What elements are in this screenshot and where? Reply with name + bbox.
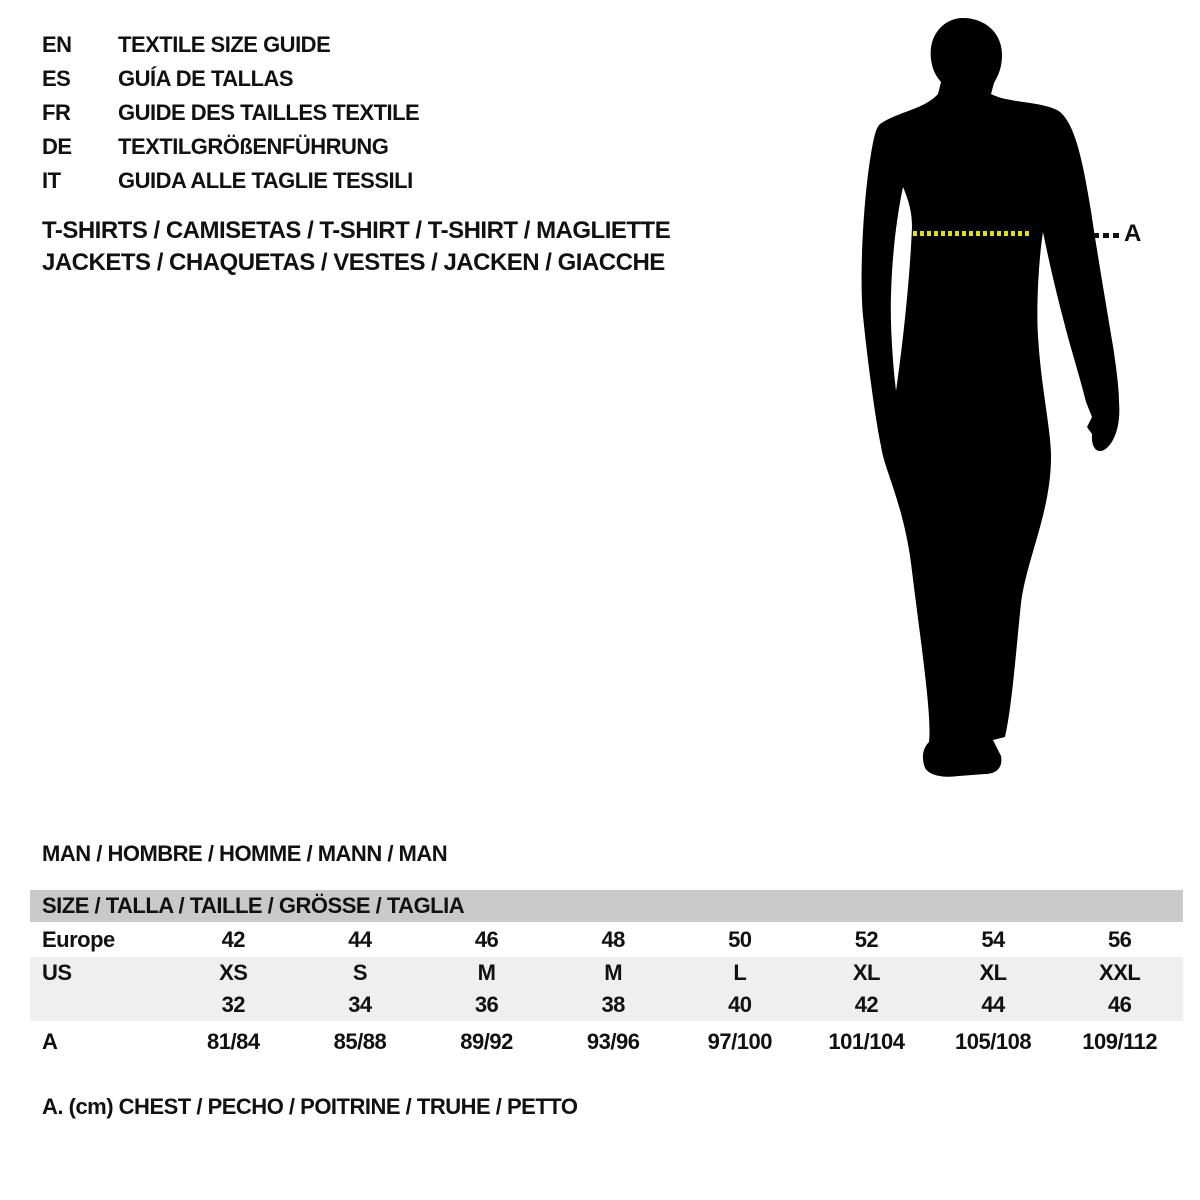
row-label: A <box>42 1029 58 1054</box>
table-row-europe <box>30 922 1183 957</box>
category-line-tshirts: T-SHIRTS / CAMISETAS / T-SHIRT / T-SHIRT / MAGLIETTE <box>42 217 671 244</box>
table-cell: 50 <box>728 926 752 952</box>
language-title: TEXTILGRÖßENFÜHRUNG <box>118 134 389 159</box>
table-cell: 56 <box>1107 926 1132 952</box>
language-row-es <box>42 62 419 96</box>
language-row-it <box>42 164 419 198</box>
language-code: DE <box>42 134 72 159</box>
table-cell: M <box>604 960 623 985</box>
language-row-fr <box>42 96 419 130</box>
table-cell: 109/112 <box>1082 1029 1158 1054</box>
size-table <box>30 890 1183 1063</box>
table-cell: 81/84 <box>207 1029 260 1054</box>
size-table-header: SIZE / TALLA / TAILLE / GRÖSSE / TAGLIA <box>30 890 1183 922</box>
table-cell: 93/96 <box>586 1029 640 1054</box>
table-cell: 101/104 <box>828 1029 905 1054</box>
man-silhouette <box>855 5 1155 785</box>
table-cell: 46 <box>474 926 499 952</box>
table-cell: 32 <box>221 992 246 1017</box>
chest-measure-line <box>913 231 1031 236</box>
language-code: FR <box>42 100 71 125</box>
table-cell: L <box>733 960 747 985</box>
category-line-jackets: JACKETS / CHAQUETAS / VESTES / JACKEN / GIACCHE <box>42 249 665 276</box>
table-cell: 42 <box>221 926 246 952</box>
table-cell: 46 <box>1107 992 1132 1017</box>
table-cell: XS <box>219 960 248 985</box>
table-cell: 44 <box>348 926 372 952</box>
table-row-chest <box>30 1021 1183 1063</box>
language-title: GUIDE DES TAILLES TEXTILE <box>118 100 420 125</box>
man-silhouette-svg <box>855 5 1155 785</box>
measure-label-a: A <box>1124 220 1141 247</box>
language-code: ES <box>42 66 71 91</box>
table-cell: 42 <box>854 992 879 1017</box>
table-cell: 44 <box>981 992 1005 1017</box>
table-cell: 97/100 <box>707 1029 772 1054</box>
language-title: GUIDA ALLE TAGLIE TESSILI <box>118 168 413 193</box>
language-list <box>42 28 419 198</box>
section-title-man: MAN / HOMBRE / HOMME / MANN / MAN <box>42 841 448 866</box>
garment-categories <box>42 215 670 279</box>
table-cell: M <box>477 960 496 985</box>
language-code: IT <box>42 168 61 193</box>
table-cell: 52 <box>854 926 879 952</box>
table-cell: S <box>352 960 368 985</box>
table-cell: 89/92 <box>460 1029 513 1054</box>
table-row-us <box>30 957 1183 989</box>
table-cell: 54 <box>981 926 1005 952</box>
measure-footnote: A. (cm) CHEST / PECHO / POITRINE / TRUHE / PETTO <box>42 1094 578 1119</box>
table-row-numeric <box>30 989 1183 1021</box>
table-cell: 36 <box>474 992 499 1017</box>
table-cell: 34 <box>348 992 372 1017</box>
language-row-de <box>42 130 419 164</box>
table-cell: XL <box>852 960 880 985</box>
table-cell: 38 <box>601 992 625 1017</box>
language-row-en <box>42 28 419 62</box>
table-cell: XXL <box>1099 960 1141 985</box>
table-cell: 85/88 <box>333 1029 387 1054</box>
measure-pointer-line <box>1093 233 1120 238</box>
table-cell: 105/108 <box>955 1029 1032 1054</box>
row-label: Europe <box>42 926 115 952</box>
language-code: EN <box>42 32 72 57</box>
row-label: US <box>42 960 72 985</box>
table-cell: 48 <box>601 926 625 952</box>
table-cell: XL <box>979 960 1007 985</box>
language-title: GUÍA DE TALLAS <box>118 66 294 91</box>
table-cell: 40 <box>728 992 752 1017</box>
language-title: TEXTILE SIZE GUIDE <box>118 32 331 57</box>
